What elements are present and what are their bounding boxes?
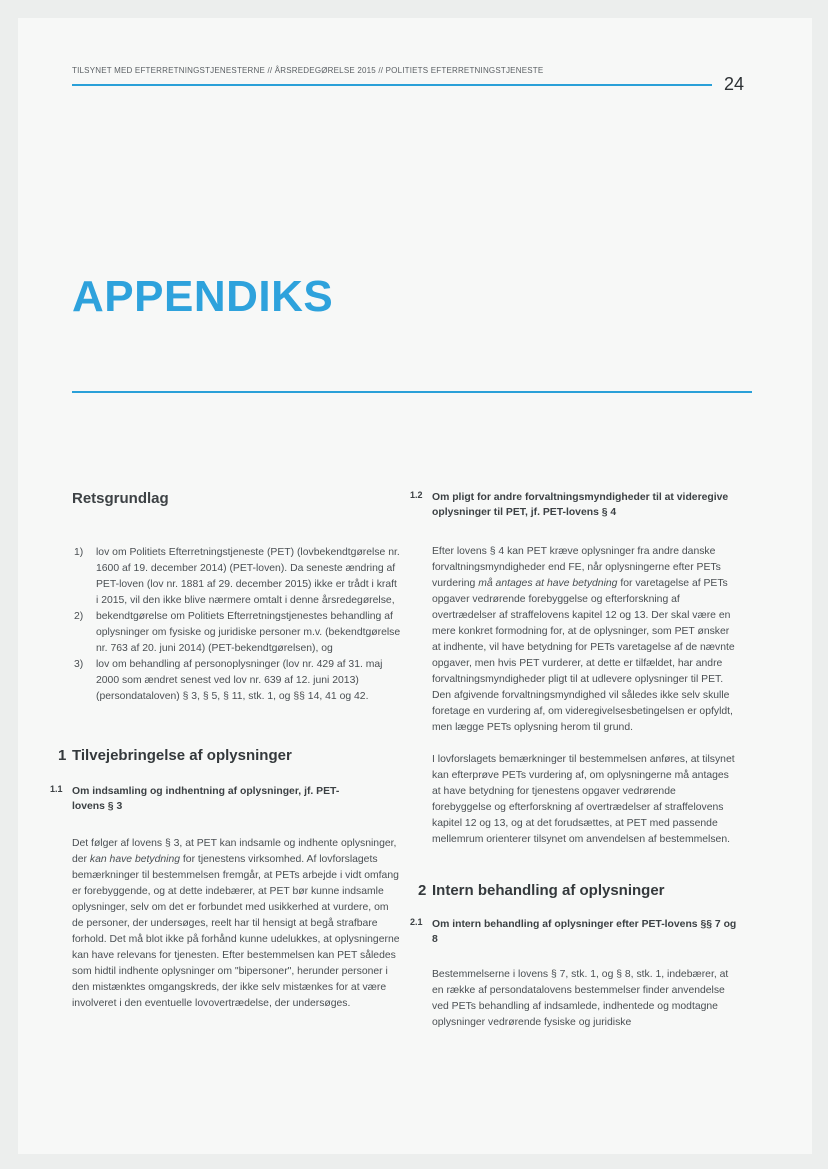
section-number: 1.2 — [410, 490, 423, 500]
list-item — [72, 609, 402, 657]
legal-basis-list — [72, 545, 402, 705]
section-title: Om intern behandling af oplysninger efter PET-lovens §§ 7 og 8 — [432, 919, 737, 945]
header-rule — [72, 84, 712, 86]
section-title: Tilvejebringelse af oplysninger — [72, 747, 292, 764]
section-1-heading — [58, 747, 402, 764]
section-1-2-heading — [410, 490, 738, 520]
body-paragraph: I lovforslagets bemærkninger til bestemmelsen anføres, at tilsynet kan efterprøve PETs vurdering af, om oplysningerne må antages at have betydning for tjenestens opgaver vedrørende forebyggelse og efterforskning af overtrædelser af straffelovens kapitel 12 og 13, og at det forudsættes, at PET med passende mellemrum orienterer tilsynet om anvendelsen af bestemmelsen. — [432, 754, 735, 845]
list-item-text: bekendtgørelse om Politiets Efterretningstjenestes behandling af oplysninger om fysiske og juridiske personer m.v. (bekendtgørelse nr. 763 af 20. juni 2014) (PET-bekendtgørelsen), og — [96, 611, 401, 654]
list-item-text: lov om behandling af personoplysninger (lov nr. 429 af 31. maj 2000 som ændret senest ved lov nr. 639 af 12. juni 2013) (persondataloven) § 3, § 5, § 11, stk. 1, og §§ 14, 41 og 42. — [96, 659, 383, 702]
left-column — [50, 490, 402, 1012]
section-title: Om indsamling og indhentning af oplysninger, jf. PET-lovens § 3 — [72, 786, 340, 812]
section-number: 1.1 — [50, 784, 63, 794]
section-2-heading — [418, 882, 738, 899]
section-number: 1 — [58, 747, 67, 764]
page-title: APPENDIKS — [72, 272, 334, 321]
list-item — [72, 657, 402, 705]
section-title: Om pligt for andre forvaltningsmyndigheder til at videregive oplysninger til PET, jf. PET-lovens § 4 — [432, 492, 729, 518]
section-title: Intern behandling af oplysninger — [432, 882, 665, 899]
title-rule — [72, 391, 752, 393]
body-paragraph: Efter lovens § 4 kan PET kræve oplysninger fra andre danske forvaltningsmyndigheder end FE, når oplysningerne efter PETs vurdering må antages at have betydning for varetagelse af PETs opgaver vedrørende forebyggelse og efterforskning af overtrædelser af straffelovens kapitel 12 og 13. Der skal være en mere konkret formodning for, at de oplysninger, som PET ønsker at indhente, vil have betydning for PETs varetagelse af de nævnte opgaver, men hvis PET vurderer, at dette er tilfældet, har andre forvaltningsmyndigheder pligt til at udlevere oplysninger til PET. Den afgivende forvaltningsmyndighed vil således ikke selv skulle foretage en vurdering af, om videregivelsesbetingelsen er opfyldt, men lægge PETs oplysning herom til grund. — [432, 546, 735, 733]
body-paragraph: Bestemmelserne i lovens § 7, stk. 1, og § 8, stk. 1, indebærer, at en række af persondatalovens bestemmelser finder anvendelse ved PETs behandling af indsamlede, indhentede og modtagne oplysninger vedrørende fysiske og juridiske — [432, 969, 729, 1028]
section-2-1-heading — [410, 917, 738, 947]
list-item-number: 2) — [74, 611, 84, 622]
retsgrundlag-heading: Retsgrundlag — [72, 490, 169, 507]
right-column — [408, 490, 738, 1031]
section-number: 2.1 — [410, 917, 423, 927]
section-1-1-heading — [50, 784, 402, 814]
list-item-text: lov om Politiets Efterretningstjeneste (PET) (lovbekendtgørelse nr. 1600 af 19. december 2014) (PET-loven). Da seneste ændring af PET-loven (lov nr. 1881 af 29. december 2015) ikke er trådt i kraft i 2015, vil den ikke blive nærmere omtalt i denne årsredegørelse, — [96, 547, 400, 606]
running-header: TILSYNET MED EFTERRETNINGSTJENESTERNE // ÅRSREDEGØRELSE 2015 // POLITIETS EFTERRETNINGSTJENESTE — [72, 66, 544, 75]
list-item-number: 1) — [74, 547, 84, 558]
list-item — [72, 545, 402, 609]
body-paragraph: Det følger af lovens § 3, at PET kan indsamle og indhente oplysninger, der kan have betydning for tjenestens virksomhed. Af lovforslagets bemærkninger til bestemmelsen fremgår, at PETs arbejde i vidt omfang er forebyggende, og at dette indebærer, at PET bør kunne indsamle oplysninger, selv om det er forbundet med usikkerhed at vurdere, om de personer, der undersøges, reelt har til hensigt at begå strafbare forhold. Det må blot ikke på forhånd kunne udelukkes, at oplysningerne kan have relevans for tjenesten. Efter bestemmelsen kan PET således som hidtil indhente oplysninger om "bipersoner", herunder personer i den mistænktes omgangskreds, der ikke selv mistænkes for at være involveret i den eventuelle lovovertrædelse, der undersøges. — [72, 838, 400, 1009]
list-item-number: 3) — [74, 659, 84, 670]
section-number: 2 — [418, 882, 427, 899]
page-number: 24 — [724, 74, 745, 94]
